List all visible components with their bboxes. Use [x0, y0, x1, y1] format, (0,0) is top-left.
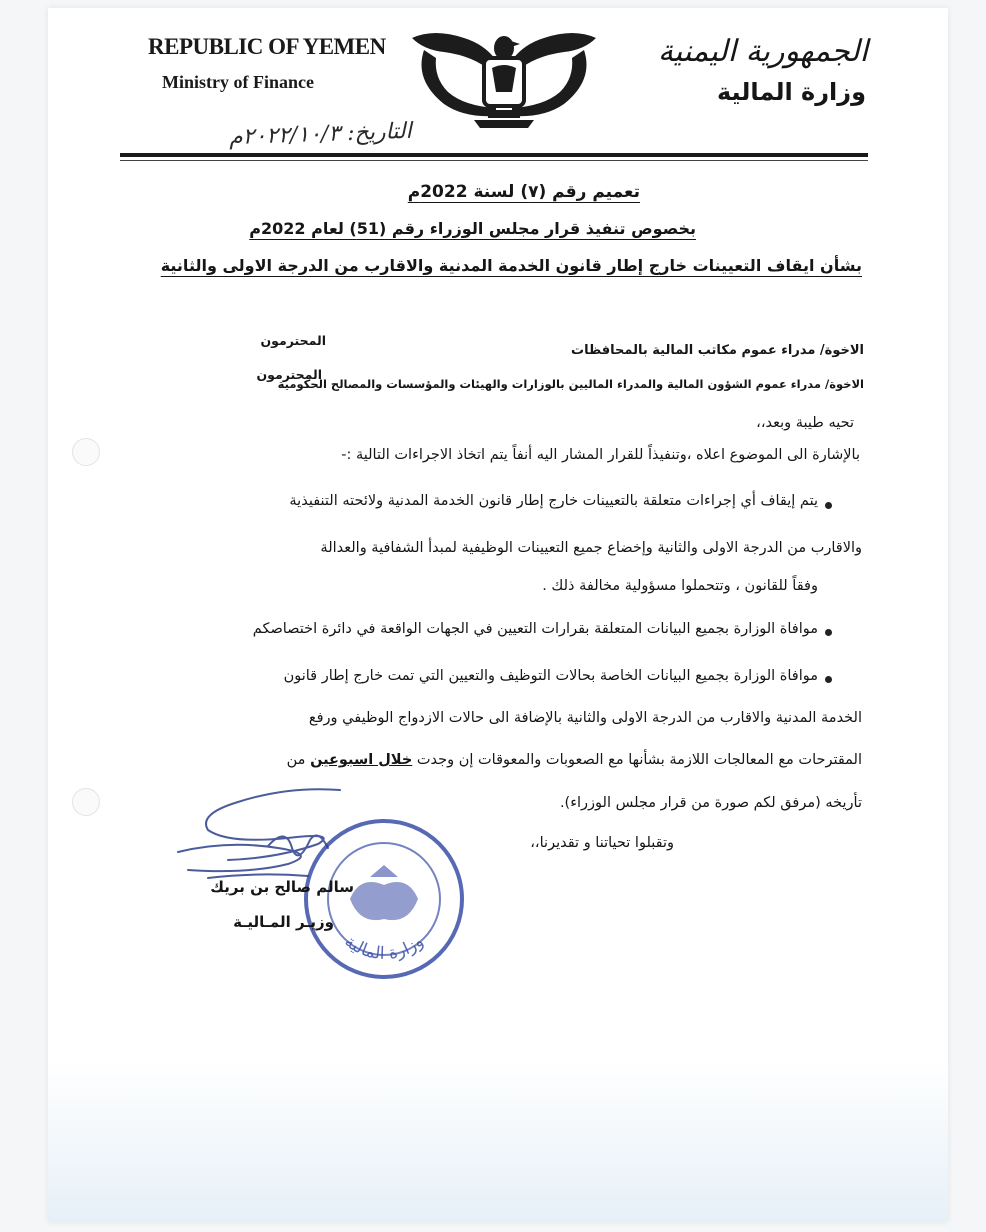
greeting: تحيه طيبة وبعد،، — [756, 415, 854, 431]
item-1-line-2: والاقارب من الدرجة الاولى والثانية وإخضاع جميع التعيينات الوظيفية لمبدأ الشفافية والعدالة — [320, 540, 862, 556]
subject-heading: بشأن ايقاف التعيينات خارج إطار قانون الخدمة المدنية والاقارب من الدرجة الاولى والثانية — [160, 256, 862, 275]
item-1-line-3: وفقاً للقانون ، وتتحملوا مسؤولية مخالفة ذلك . — [542, 578, 818, 594]
circular-heading: تعميم رقم (٧) لسنة 2022م — [407, 182, 640, 202]
handwritten-date: التاريخ: ٢٠٢٢/١٠/٣م — [228, 118, 413, 151]
header-rule-thin — [120, 160, 868, 161]
bullet-icon — [825, 676, 832, 683]
bullet-icon — [825, 502, 832, 509]
signatory-name: سالم صالح بن بريك — [210, 878, 354, 896]
item-3-line-1: موافاة الوزارة بجميع البيانات الخاصة بحالات التوظيف والتعيين التي تمت خارج إطار قانون — [283, 668, 818, 684]
item-3-line-3-end: من — [286, 752, 306, 768]
header-ar-subtitle: وزارة المالية — [716, 78, 866, 106]
deadline-emphasis: خلال اسبوعين — [310, 752, 413, 768]
addressee-2: الاخوة/ مدراء عموم الشؤون المالية والمدراء الماليين بالوزارات والهيئات والمؤسسات والمصالح الحكومية — [277, 377, 864, 391]
signatory-title: وزيـر المـاليـة — [233, 913, 334, 931]
item-2-line-1: موافاة الوزارة بجميع البيانات المتعلقة بقرارات التعيين في الجهات الواقعة في دائرة اختصاصكم — [252, 621, 818, 637]
item-3-line-4: تأريخه (مرفق لكم صورة من قرار مجلس الوزراء). — [559, 795, 862, 811]
intro-paragraph: بالإشارة الى الموضوع اعلاه ،وتنفيذاً للقرار المشار اليه أنفاً يتم اتخاذ الاجراءات التالية :- — [341, 447, 860, 463]
header-rule — [120, 153, 868, 157]
item-3-line-2: الخدمة المدنية والاقارب من الدرجة الاولى والثانية بالإضافة الى حالات الازدواج الوظيفي ورفع — [308, 710, 862, 726]
header-en-subtitle: Ministry of Finance — [162, 72, 314, 92]
item-3-line-3 — [287, 752, 862, 768]
regarding-heading: بخصوص تنفيذ قرار مجلس الوزراء رقم (51) لعام 2022م — [249, 219, 696, 238]
item-1-line-1: يتم إيقاف أي إجراءات متعلقة بالتعيينات خارج إطار قانون الخدمة المدنية ولائحته التنفيذية — [289, 493, 818, 509]
bullet-icon — [825, 629, 832, 636]
svg-text:وزارة المالية — [341, 932, 428, 964]
closing-line: وتقبلوا تحياتنا و تقديرنا،، — [530, 835, 674, 851]
addressee-2-honorific: المحترمون — [256, 367, 322, 382]
header-ar-title: الجمهورية اليمنية — [657, 34, 868, 69]
addressee-1: الاخوة/ مدراء عموم مكاتب المالية بالمحافظات — [571, 343, 864, 358]
punch-hole — [72, 788, 100, 816]
header-en-title: REPUBLIC OF YEMEN — [148, 34, 386, 59]
national-emblem-icon — [404, 20, 604, 132]
punch-hole — [72, 438, 100, 466]
addressee-1-honorific: المحترمون — [260, 333, 326, 348]
stamp-text: وزارة المالية — [340, 931, 428, 964]
item-3-line-3-text: المقترحات مع المعالجات اللازمة بشأنها مع الصعوبات والمعوقات إن وجدت — [416, 752, 862, 768]
